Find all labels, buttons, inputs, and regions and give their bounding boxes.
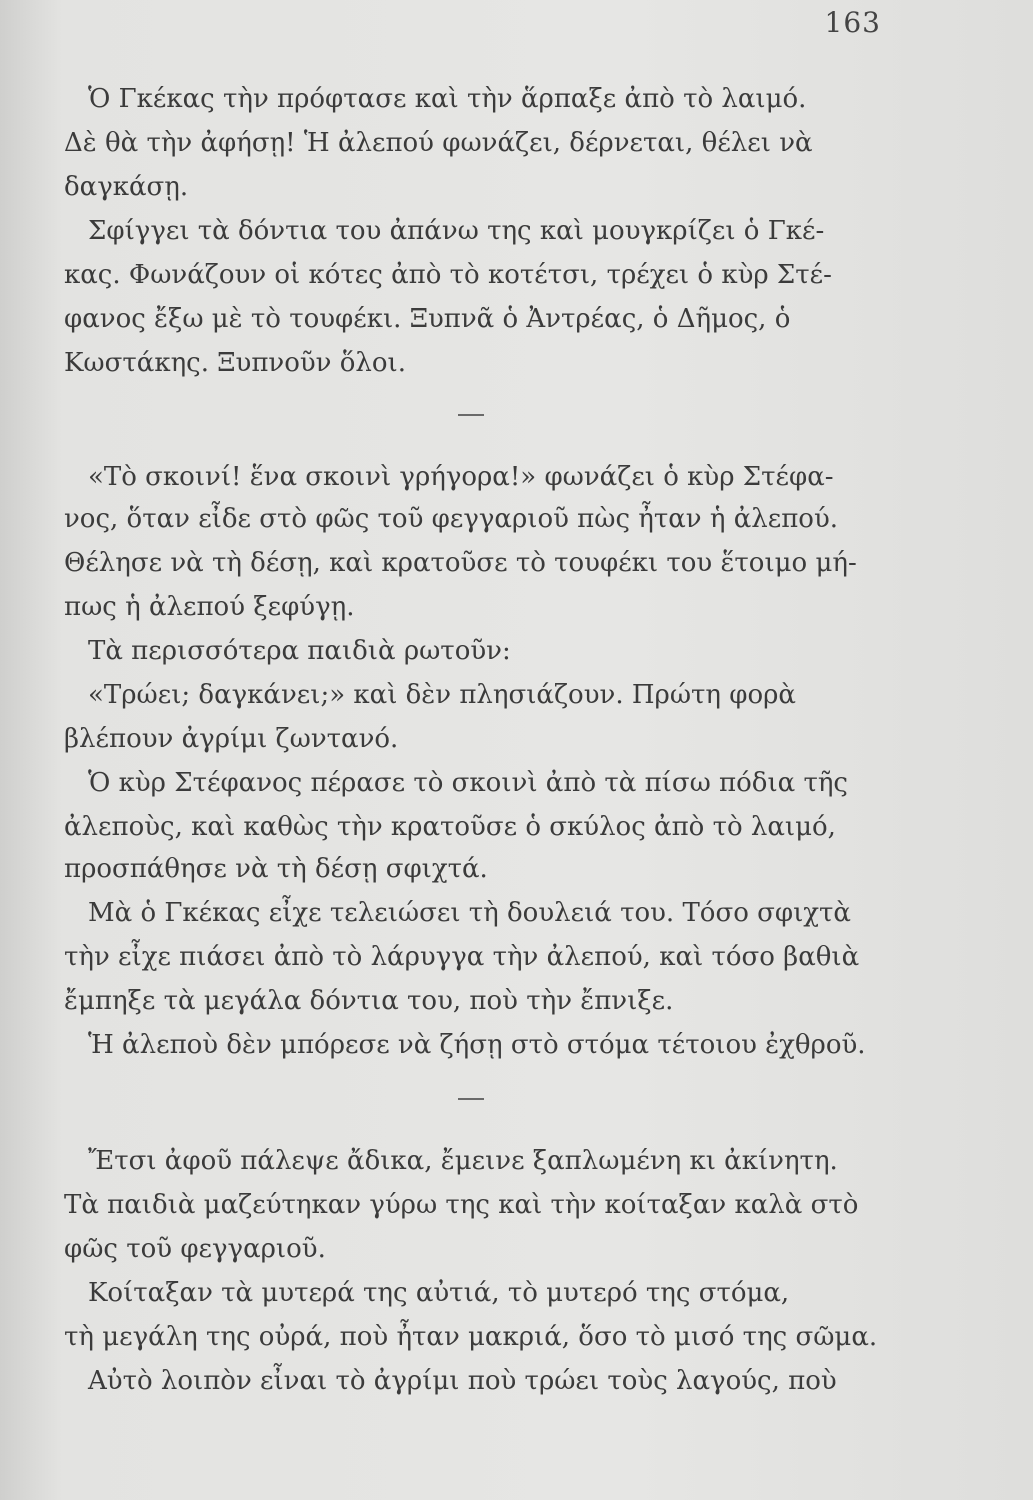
text-line: Ἡ ἀλεποὺ δὲν μπόρεσε νὰ ζήσῃ στὸ στόμα τέτοιου ἐχθροῦ. (88, 1030, 866, 1060)
text-line: Αὐτὸ λοιπὸν εἶναι τὸ ἀγρίμι ποὺ τρώει τοὺς λαγούς, ποὺ (88, 1366, 837, 1396)
text-line: Ἔτσι ἀφοῦ πάλεψε ἄδικα, ἔμεινε ξαπλωμένη κι ἀκίνητη. (88, 1146, 838, 1176)
text-line: νος, ὅταν εἶδε στὸ φῶς τοῦ φεγγαριοῦ πὼς ἦταν ἡ ἀλεπού. (64, 504, 839, 534)
text-line: πως ἡ ἀλεπού ξεφύγῃ. (64, 592, 355, 622)
text-line: προσπάθησε νὰ τὴ δέσῃ σφιχτά. (64, 854, 488, 884)
text-line: Ὁ κὺρ Στέφανος πέρασε τὸ σκοινὶ ἀπὸ τὰ πίσω πόδια τῆς (88, 768, 848, 798)
text-line: ἔμπηξε τὰ μεγάλα δόντια του, ποὺ τὴν ἔπνιξε. (64, 986, 674, 1016)
text-line: κας. Φωνάζουν οἱ κότες ἀπὸ τὸ κοτέτσι, τρέχει ὁ κὺρ Στέ- (64, 260, 832, 290)
page-number: 163 (824, 6, 881, 39)
text-line: Τὰ παιδιὰ μαζεύτηκαν γύρω της καὶ τὴν κοίταξαν καλὰ στὸ (64, 1190, 859, 1220)
text-line: Κοίταξαν τὰ μυτερά της αὐτιά, τὸ μυτερό της στόμα, (88, 1278, 790, 1308)
text-line: Θέλησε νὰ τὴ δέσῃ, καὶ κρατοῦσε τὸ τουφέκι του ἕτοιμο μή- (64, 548, 857, 578)
text-line: Μὰ ὁ Γκέκας εἶχε τελειώσει τὴ δουλειά του. Τόσο σφιχτὰ (88, 898, 851, 928)
text-line: Τὰ περισσότερα παιδιὰ ρωτοῦν: (88, 636, 511, 666)
text-line: Ὁ Γκέκας τὴν πρόφτασε καὶ τὴν ἅρπαξε ἀπὸ τὸ λαιμό. (88, 84, 807, 114)
text-line: φανος ἔξω μὲ τὸ τουφέκι. Ξυπνᾶ ὁ Ἀντρέας, ὁ Δῆμος, ὁ (64, 304, 791, 334)
text-line: δαγκάσῃ. (64, 172, 189, 202)
text-line: ἀλεποὺς, καὶ καθὼς τὴν κρατοῦσε ὁ σκύλος ἀπὸ τὸ λαιμό, (64, 812, 836, 842)
text-line: Δὲ θὰ τὴν ἀφήσῃ! Ἡ ἀλεπού φωνάζει, δέρνεται, θέλει νὰ (64, 128, 813, 158)
text-line: φῶς τοῦ φεγγαριοῦ. (64, 1234, 326, 1264)
text-line: Σφίγγει τὰ δόντια του ἀπάνω της καὶ μουγκρίζει ὁ Γκέ- (88, 216, 825, 246)
section-separator (458, 414, 484, 416)
section-separator (458, 1098, 484, 1100)
text-line: τὴ μεγάλη της οὐρά, ποὺ ἦταν μακριά, ὅσο τὸ μισό της σῶμα. (64, 1322, 878, 1352)
text-line: «Τρώει; δαγκάνει;» καὶ δὲν πλησιάζουν. Πρώτη φορὰ (88, 680, 796, 710)
text-line: Κωστάκης. Ξυπνοῦν ὅλοι. (64, 348, 406, 378)
text-line: «Τὸ σκοινί! ἕνα σκοινὶ γρήγορα!» φωνάζει ὁ κὺρ Στέφα- (88, 462, 834, 492)
text-line: βλέπουν ἀγρίμι ζωντανό. (64, 724, 399, 754)
text-line: τὴν εἶχε πιάσει ἀπὸ τὸ λάρυγγα τὴν ἀλεπού, καὶ τόσο βαθιὰ (64, 942, 860, 972)
